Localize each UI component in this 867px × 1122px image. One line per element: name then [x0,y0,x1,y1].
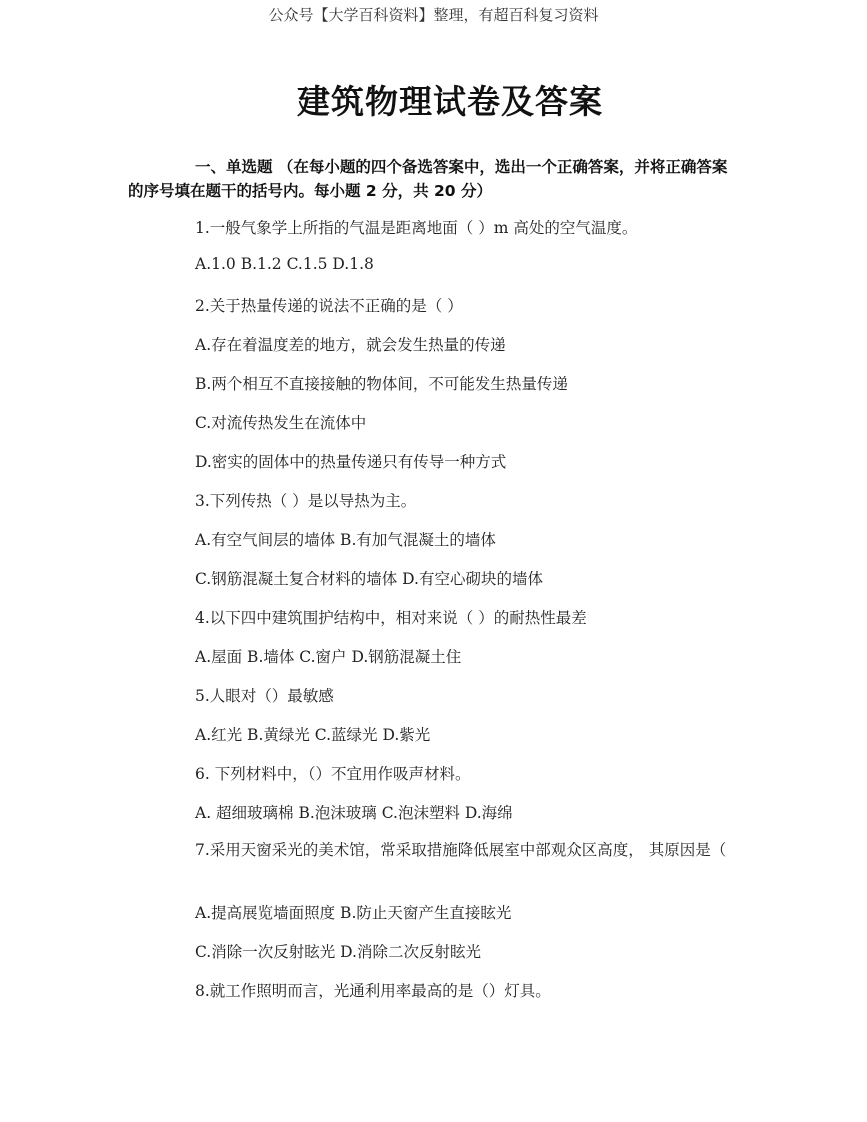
document-title: 建筑物理试卷及答案 [297,82,603,121]
answer-options: A.屋面 B.墙体 C.窗户 D.钢筋混凝土住 [195,648,462,666]
section-heading: 一、单选题 （在每小题的四个备选答案中，选出一个正确答案，并将正确答案的序号填在题干的括号内。每小题 2 分，共 20 分） [128,158,728,200]
question-7: 7.采用天窗采光的美术馆，常采取措施降低展室中部观众区高度， 其原因是（ [195,841,727,859]
answer-options: A.有空气间层的墙体 B.有加气混凝土的墙体 [195,531,496,549]
answer-options: A.1.0 B.1.2 C.1.5 D.1.8 [195,255,374,273]
question-text: 1.一般气象学上所指的气温是距离地面（ ）m 高处的空气温度。 [195,219,638,237]
question-text: 2.关于热量传递的说法不正确的是（ ） [195,297,463,315]
answer-options: A.红光 B.黄绿光 C.蓝绿光 D.紫光 [195,726,431,744]
answer-options: C.钢筋混凝土复合材料的墙体 D.有空心砌块的墙体 [195,570,543,588]
answer-options: B.两个相互不直接接触的物体间，不可能发生热量传递 [195,375,568,393]
answer-options: C.消除一次反射眩光 D.消除二次反射眩光 [195,943,481,961]
question-text: 5.人眼对（）最敏感 [195,687,334,705]
question-text: 8.就工作照明而言，光通利用率最高的是（）灯具。 [195,982,551,1000]
question-text: 6. 下列材料中，（）不宜用作吸声材料。 [195,765,471,783]
answer-options: D.密实的固体中的热量传递只有传导一种方式 [195,453,507,471]
answer-options: A.存在着温度差的地方，就会发生热量的传递 [195,336,506,354]
answer-options: A.提高展览墙面照度 B.防止天窗产生直接眩光 [195,904,512,922]
question-text: 3.下列传热（ ）是以导热为主。 [195,492,417,510]
page-header: 公众号【大学百科资料】整理，有超百科复习资料 [268,6,599,24]
answer-options: C.对流传热发生在流体中 [195,414,367,432]
question-text: 4.以下四中建筑围护结构中，相对来说（ ）的耐热性最差 [195,609,587,627]
answer-options: A. 超细玻璃棉 B.泡沫玻璃 C.泡沫塑料 D.海绵 [195,804,513,822]
